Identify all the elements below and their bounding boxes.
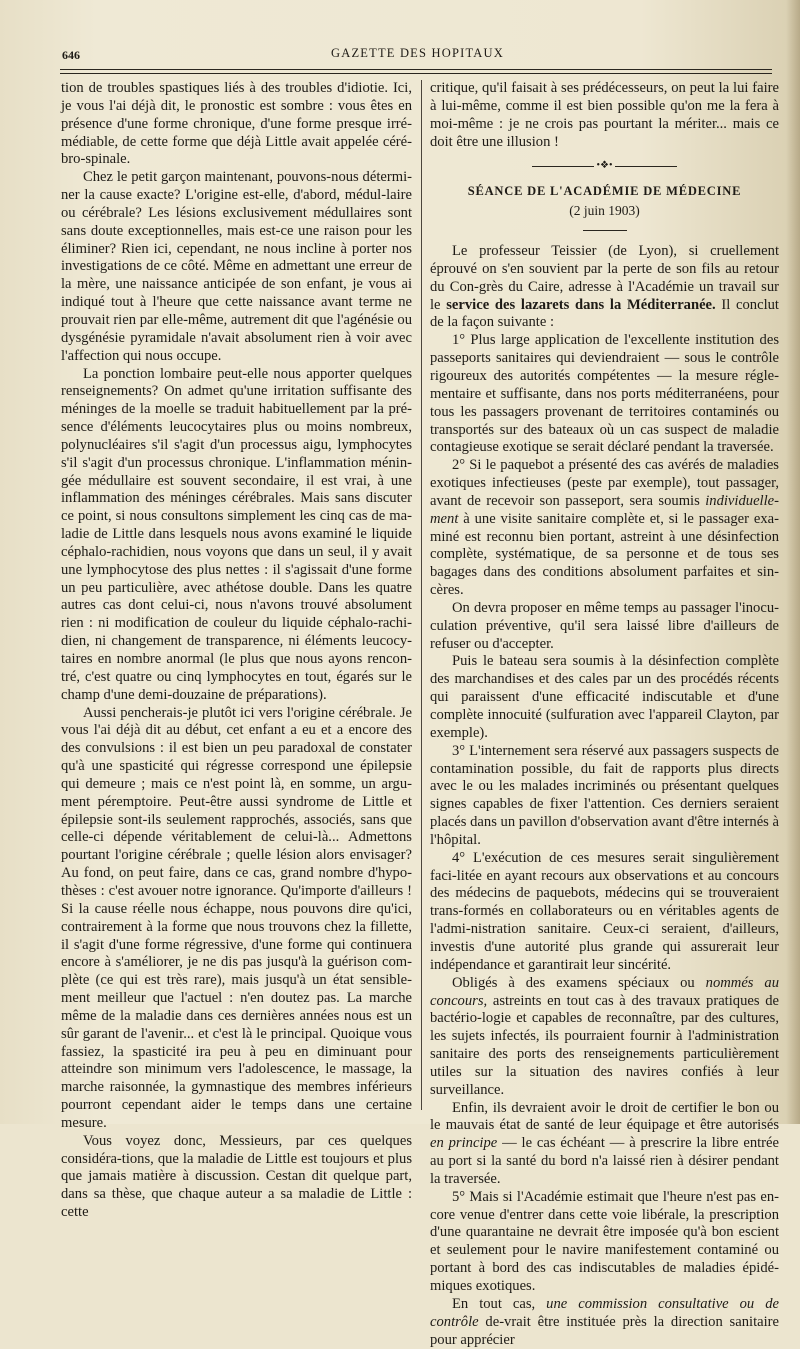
- point-1-paragraph: 1° Plus large application de l'excellente institution des passeports sanitaires qui deviendraient — sous le contrôle rigoureux des autorités compétentes — la mesure régle-mentaire et suffisante, dans nos ports méditerranéens, pour tous les passagers provenant de territoires contaminés ou transportés sur des bateaux où un cas suspect de maladie contagieuse exotique se serait déclaré pendant la traversée.: [430, 332, 779, 456]
- exams-paragraph: [430, 975, 779, 1100]
- right-paragraph-continued: critique, qu'il faisait à ses prédécesseurs, on peut la lui faire à lui-même, comme il est bien possible qu'on me la fera à moi-même : je ne crois pas pourtant la mériter... mais ce doit être une illusion !: [430, 80, 779, 150]
- left-paragraph-1: tion de troubles spastiques liés à des troubles d'idiotie. Ici, je vous l'ai déjà dit, le pronostic est sombre : vous êtes en présence d'une forme chronique, d'une forme presque irré-médiable, de cette forme que déjà Little avait appelée céré-bro-spinale.: [61, 80, 412, 168]
- left-paragraph-3: La ponction lombaire peut-elle nous apporter quelques renseignements? On admet qu'une irritation suffisante des méninges de la moelle se traduit habituellement par la pré-sence d'éléments leucocytaires plus ou moins nombreux, polynucléaires s'il s'agit d'un processus aigu, lymphocytes s'il s'agit d'un processus chronique. L'inflammation ménin-gée médullaire est souvent secondaire, il est vrai, à une inflammation des méninges cérébrales. Mais sans discuter ce point, si nous consultons simplement les cinq cas de ma-ladie de Little dans lesquels nous avons examiné le liquide céphalo-rachidien, nous voyons que dans un seul, il y avait une lymphocytose des plus nettes : il s'agissait d'une forme un peu particulière, avec athétose double. Dans les quatre autres cas dont celui-ci, nous n'avons trouvé absolument rien : ni modification de couleur du liquide céphalo-rachi-dien, ni changement de transparence, ni éléments leucocy-taires en nombre anormal (le plus que nous ayons rencon-tré, c'est quatre ou cinq lymphocytes en tout, égarés sur le champ d'une demi-douzaine de préparations).: [61, 365, 412, 703]
- header-rule-thin: [60, 73, 772, 74]
- left-column: [61, 80, 412, 1222]
- ornament-line-right: [615, 166, 677, 167]
- point-4-paragraph: 4° L'exécution de ces mesures serait singulièrement faci-litée en ayant recours aux observations et au concours des médecins de paquebots, médecins qui se trouveraient trans-formés en collaborateurs ou en véritables agents de l'admi-nistration sanitaire. Ceux-ci seraient, d'ailleurs, investis d'une autorité plus grande qui assurerait leur indépendance et garantirait leur sincérité.: [430, 849, 779, 973]
- left-paragraph-5: Vous voyez donc, Messieurs, par ces quelques considéra-tions, que la maladie de Little est toujours et plus que jamais matière à discussion. Cestan dit quelque part, dans sa thèse, que chaque auteur a sa maladie de Little : cette: [61, 1132, 412, 1221]
- intro-bold-text: service des lazarets dans la Méditerranée.: [446, 296, 716, 313]
- certify-italic: en principe: [430, 1135, 498, 1152]
- inoculation-paragraph: On devra proposer en même temps au passager l'inocu-culation préventive, qu'il sera laissé libre d'ailleurs de refuser ou d'accepter.: [430, 599, 779, 652]
- intro-text-1: Le professeur Teissier (de Lyon), si cruellement éprouvé on s'en souvient par la perte de son fils au retour du Con-grès du Caire, adresse à l'Académie un travail sur le: [430, 243, 779, 313]
- certify-text-b: — le cas échéant — à prescrire la libre entrée au port si la santé du bord n'a laissé rien à désirer pendant la traversée.: [430, 1135, 779, 1187]
- certify-text-a: Enfin, ils devraient avoir le droit de certifier le bon ou le mauvais état de santé de leur équipage et être autorisés: [430, 1099, 779, 1134]
- point-2-paragraph: [430, 457, 779, 600]
- point-2-italic: individuelle-ment: [430, 492, 779, 527]
- header-rule-thick: [60, 69, 772, 70]
- section-date: (2 juin 1903): [569, 203, 640, 219]
- disinfection-paragraph: Puis le bateau sera soumis à la désinfection complète des marchandises et des cales par un des procédés récents qui paraissent d'une efficacité indiscutable et d'une complète innocuité (sulfuration avec l'appareil Clayton, par exemple).: [430, 653, 779, 741]
- section-title: SÉANCE DE L'ACADÉMIE DE MÉDECINE: [467, 184, 742, 199]
- left-paragraph-4: Aussi pencherais-je plutôt ici vers l'origine cérébrale. Je vous l'ai déjà dit au début, cet enfant a eu et a encore des des convulsions : il est bien un peu paradoxal de constater qu'à une spasticité qui régresse correspond une épilepsie qui demeure ; mais ce n'est point là, en somme, un argu-ment péremptoire. Peut-être aussi syndrome de Little et épilepsie sont-ils seulement rapprochés, associés, sans que celle-ci dépende véritablement de celui-là... Admettons pourtant l'origine cérébrale ; quelle lésion alors envisager? Au fond, on peut faire, dans ce cas, grand nombre d'hypo-thèses : c'est avouer notre ignorance. Qu'importe d'ailleurs ! Si la cause réelle nous échappe, nous pouvons dire qu'ici, contrairement à la forme que nous trouvons chez la fillette, il s'agit d'une forme régressive, d'une forme qui continuera encore à s'améliorer, je ne dis pas jusqu'à la guérison com-plète (ce qui est très rare), mais jusqu'à un état sensible-ment meilleur que l'actuel : n'en doutez pas. La marche même de la maladie dans ces dernières années nous est un sûr garant de l'avenir... et c'est là le principal. Quoique vous fassiez, la spasticité ira peu à peu en diminuant pour atteindre son minimum vers l'adolescence, le massage, la marche raisonnée, la gymnastique des membres inférieurs pourront cependant aider le temps dans une certaine mesure.: [61, 704, 412, 1131]
- journal-title: GAZETTE DES HOPITAUX: [331, 46, 504, 60]
- section-short-rule: [583, 230, 627, 231]
- intro-text-2: Il conclut de la façon suivante :: [430, 296, 779, 331]
- point-3-paragraph: 3° L'internement sera réservé aux passagers suspects de contamination possible, du fait de rapports plus directs avec le ou les malades incriminés ou présentant quelques signes capables de fixer l'attention. Ces derniers seraient placés dans un pavillon d'observation avant d'être internés à l'hôpital.: [430, 742, 779, 848]
- right-column: [430, 80, 779, 1349]
- point-5-paragraph: 5° Mais si l'Académie estimait que l'heure n'est pas en-core venue d'entrer dans cette voie libérale, la prescription d'une quarantaine ne devrait être imposée qu'à bon escient et seulement pour le navire manifestement contaminé ou portant à bord des cas indiscutables de maladies épidé-miques exotiques.: [430, 1188, 779, 1294]
- commission-paragraph: [430, 1296, 779, 1349]
- exams-italic: nommés au concours,: [430, 974, 779, 1009]
- commission-italic: une commission consultative ou de contrôle: [430, 1295, 779, 1330]
- page-number: 646: [62, 48, 80, 62]
- column-separator: [421, 80, 422, 1110]
- left-paragraph-2: Chez le petit garçon maintenant, pouvons-nous détermi-ner la cause exacte? L'origine est-elle, d'abord, médul-laire ou cérébrale? Les lésions exclusivement médullaires sont sans doute exceptionnelles, mais est-ce une raison pour les éliminer? Rien ici, cependant, ne nous incline à porter nos investigations de ce côté. Même en admettant une erreur de la mère, une naissance anticipée de son enfant, je vous ai indiqué tout à l'heure que cette naissance avant terme ne prouvait rien par elle-même, autrement dit que l'agénésie ou dysgénésie pyramidale n'avait absolument rien à voir avec l'affection qui nous occupe.: [61, 169, 412, 364]
- section-ornament: [430, 155, 779, 177]
- ornament-line-left: [532, 166, 594, 167]
- intro-paragraph: [430, 243, 779, 332]
- ornament-glyph: •❖•: [596, 160, 613, 172]
- page-edge-shadow: [786, 0, 800, 1124]
- exams-text-a: Obligés à des examens spéciaux ou: [452, 974, 706, 991]
- certify-paragraph: [430, 1100, 779, 1189]
- commission-text-a: En tout cas,: [452, 1295, 547, 1312]
- exams-text-b: astreints en tout cas à des travaux pratiques de bactério-logie et capables de reconnaître, par des cultures, les sujets infectés, ils pourraient fournir à l'administration sanitaire des ports des renseignements particulièrement utiles sur la situation des navires confiés à leur surveillance.: [430, 992, 779, 1098]
- point-2-text-a: 2° Si le paquebot a présenté des cas avérés de maladies exotiques infectieuses (peste par exemple), tout passager, avant de recevoir son passeport, sera soumis: [430, 457, 779, 509]
- commission-text-b: de-vrait être instituée près la direction sanitaire pour apprécier: [430, 1313, 779, 1348]
- page-header: [60, 44, 775, 64]
- point-2-text-b: à une visite sanitaire complète et, si le passager exa-miné est reconnu bien portant, astreint à une désinfection complète, systématique, de sa personne et de tous ses bagages dans des conditions absolument parfaites et sin-cères.: [430, 510, 779, 599]
